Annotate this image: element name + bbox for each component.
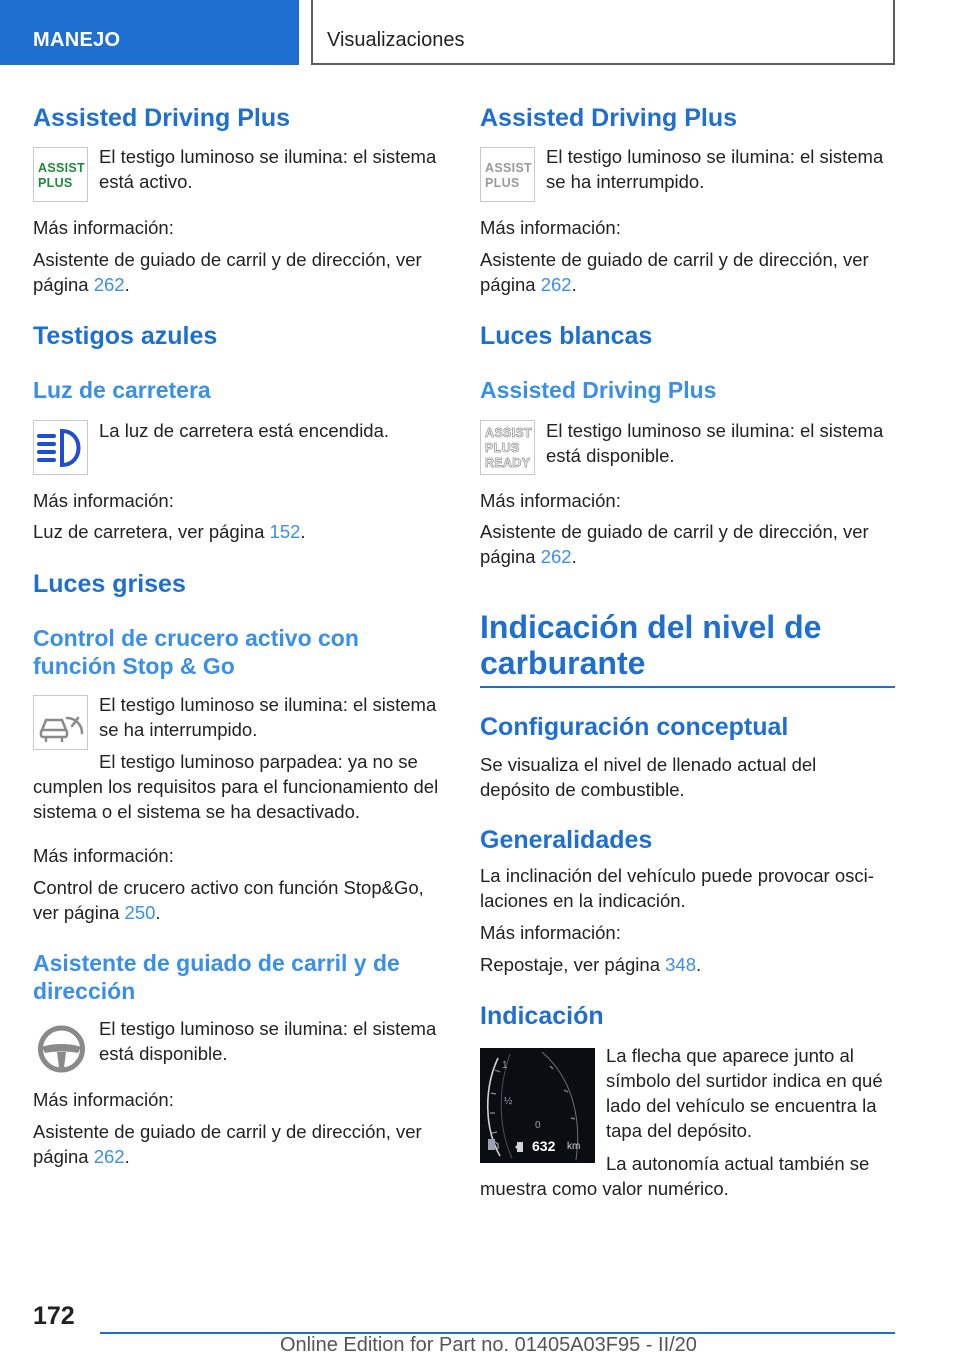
adp-active-more-info: Más información: [33,217,174,238]
high-beam-heading: Luz de carretera [33,377,211,403]
adp-active-reference: Asistente de guiado de carril y de dirección, ver página 262. [33,249,422,295]
icon-line-plus: PLUS [485,176,520,190]
white-lights-heading: Luces blancas [480,322,653,350]
lane-assistant-more-info: Más información: [33,1089,174,1110]
fuel-heading-rule [480,686,895,688]
adp-interrupted-more-info: Más información: [480,217,621,238]
assist-plus-active-icon [33,147,88,202]
page-link-348[interactable]: 348 [665,954,696,975]
acc-heading: Control de crucero activo con función Stop & Go [33,625,359,679]
lane-assistant-reference: Asistente de guiado de carril y de dirección, ver página 262. [33,1121,422,1167]
acc-stop-go-icon [33,695,88,750]
general-heading: Generalidades [480,826,653,854]
reference-text: Asistente de guiado de carril y de dirección, ver página [33,249,422,295]
icon-line-ready: READY [485,456,531,470]
steering-wheel-icon [33,1020,88,1075]
page-link-262[interactable]: 262 [540,546,572,567]
lane-assistant-description: El testigo luminoso se ilumina: el sistema está disponible. [99,1018,437,1064]
fuel-level-heading: Indicación del nivel de carburante [480,609,822,681]
page-link-262[interactable]: 262 [93,274,125,295]
reference-text: Luz de carretera, ver página [33,521,265,542]
concept-description: Se visualiza el nivel de llenado actual del depósito de combustible. [480,754,817,800]
chapter-label: Visualizaciones [327,29,465,51]
page-link-250[interactable]: 250 [124,902,156,923]
acc-more-info: Más información: [33,845,174,866]
reference-text: Repostaje, ver página [480,954,660,975]
range-value: 632 [532,1138,556,1154]
adp-ready-reference: Asistente de guiado de carril y de dirección, ver página 262. [480,521,869,567]
display-description-arrow: La flecha que aparece junto al símbolo del surtidor indica en qué lado del vehículo se encuentra la tapa del depósito. [606,1045,883,1141]
acc-symbol [34,696,88,750]
acc-reference: Control de crucero activo con función Stop&Go, ver página 250. [33,877,424,923]
assist-plus-interrupted-icon [480,147,535,202]
gauge-mark-empty: 0 [535,1120,541,1131]
icon-line-plus: PLUS [485,441,520,455]
lane-assistant-heading: Asistente de guiado de carril y de dirección [33,950,400,1004]
general-reference: Repostaje, ver página 348. [480,954,702,975]
page-link-262[interactable]: 262 [93,1146,125,1167]
gauge-mark-full: 1 [502,1060,508,1071]
reference-text: Control de crucero activo con función Stop&Go, ver página [33,877,424,923]
display-heading: Indicación [480,1002,604,1030]
gauge-mark-half: ½ [504,1096,513,1107]
high-beam-icon [33,420,88,475]
chapter-tab [311,0,895,65]
acc-description-flashing: El testigo luminoso parpadea: ya no se cumplen los requisitos para el funcionamiento del sistema o el sistema se ha desactivado. [33,751,439,822]
icon-line-plus: PLUS [38,176,73,190]
adp-interrupted-heading: Assisted Driving Plus [480,104,738,132]
section-tab [0,0,299,65]
reference-text: Asistente de guiado de carril y de dirección, ver página [480,521,869,567]
reference-text: Asistente de guiado de carril y de dirección, ver página [33,1121,422,1167]
adp-ready-heading: Assisted Driving Plus [480,377,717,403]
display-description-range: La autonomía actual también se muestra como valor numérico. [480,1153,870,1199]
fuel-pump-icon [486,1136,502,1152]
adp-active-heading: Assisted Driving Plus [33,104,291,132]
adp-interrupted-reference: Asistente de guiado de carril y de dirección, ver página 262. [480,249,869,295]
general-description: La inclinación del vehículo puede provocar oscilaciones en la indicación. [480,865,874,911]
steering-wheel-symbol [34,1021,88,1075]
reference-text: Asistente de guiado de carril y de dirección, ver página [480,249,869,295]
assist-plus-ready-icon [480,420,535,475]
high-beam-more-info: Más información: [33,490,174,511]
range-unit: km [567,1141,581,1152]
high-beam-reference: Luz de carretera, ver página 152. [33,521,306,542]
footer-edition: Online Edition for Part no. 01405A03F95 - II/20 [280,1334,697,1356]
adp-active-description: El testigo luminoso se ilumina: el sistema está activo. [99,146,437,192]
adp-ready-more-info: Más información: [480,490,621,511]
page-link-262[interactable]: 262 [540,274,572,295]
general-more-info: Más información: [480,922,621,943]
icon-line-assist: ASSIST [485,426,532,440]
adp-interrupted-description: El testigo luminoso se ilumina: el sistema se ha interrumpido. [546,146,884,192]
fuel-gauge-image [480,1048,595,1163]
section-label: MANEJO [33,29,121,51]
concept-heading: Configuración conceptual [480,713,789,741]
icon-line-assist: ASSIST [485,161,532,175]
page-link-152[interactable]: 152 [269,521,301,542]
high-beam-description: La luz de carretera está encendida. [99,420,390,441]
high-beam-symbol [34,421,88,475]
blue-lights-heading: Testigos azules [33,322,218,350]
acc-description-lit: El testigo luminoso se ilumina: el sistema se ha interrumpido. [99,694,437,740]
grey-lights-heading: Luces grises [33,570,186,598]
page-number: 172 [33,1302,75,1330]
adp-ready-description: El testigo luminoso se ilumina: el sistema está disponible. [546,420,884,466]
icon-line-assist: ASSIST [38,161,85,175]
